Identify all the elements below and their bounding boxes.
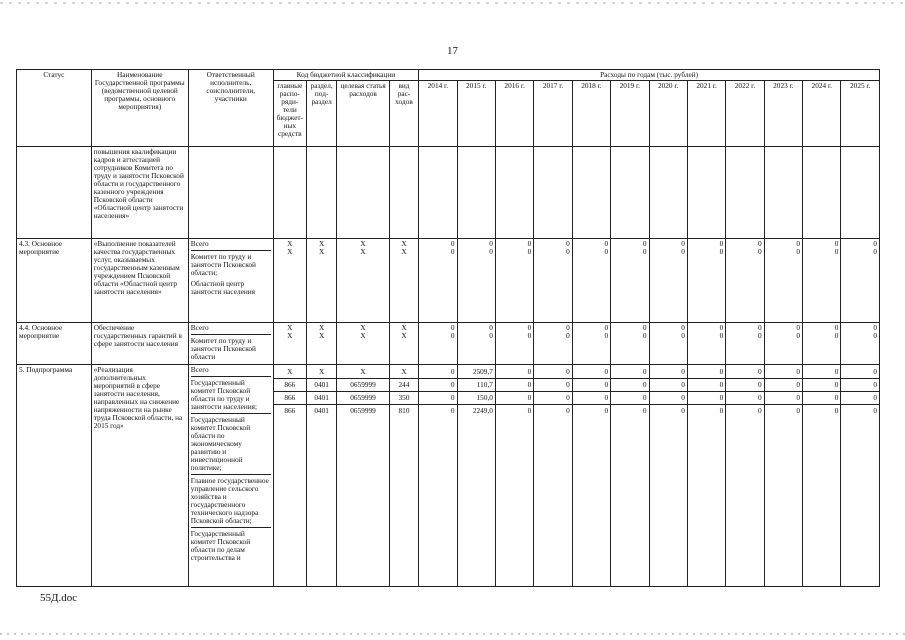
resp-4-3-total: Всего xyxy=(190,239,209,248)
cell-value: 0 xyxy=(527,247,532,256)
table-row-5 xyxy=(17,365,880,587)
cell-value: Х xyxy=(401,239,407,248)
cell-value: 0 xyxy=(573,366,610,379)
cell-value: 0659999 xyxy=(337,392,389,405)
header-csr: целевая статья расходов xyxy=(337,81,390,147)
cell-value: 0 xyxy=(527,331,532,340)
cell-value: 0 xyxy=(489,323,493,332)
cell-value: 0 xyxy=(604,406,609,415)
header-year: 2024 г. xyxy=(803,81,841,147)
cell-value: 0 xyxy=(604,239,609,248)
cell-value: 0 xyxy=(758,331,762,340)
table-cell xyxy=(306,323,336,365)
continuation-name: повышения квалификации кадров и аттестацией сотрудников Комитета по труду и занятости Псковской области и государственного казенного учреждения Псковской области «Областной центр занятости населения» xyxy=(91,147,188,239)
cell-value: 0 xyxy=(873,406,877,415)
cell-value: 0 xyxy=(611,379,648,392)
table-cell xyxy=(188,323,273,365)
table-cell xyxy=(611,147,649,239)
cell-value: 0 xyxy=(496,379,533,392)
table-cell xyxy=(306,147,336,239)
cell-value: Х xyxy=(287,239,293,248)
cell-value: 0 xyxy=(534,392,571,405)
table-cell xyxy=(337,147,390,239)
cell-value: 810 xyxy=(398,406,410,415)
cell-value: 0 xyxy=(611,366,648,379)
cell-value: 0 xyxy=(719,323,724,332)
resp-5-total: Всего xyxy=(190,365,209,374)
table-cell xyxy=(389,239,418,323)
table-cell xyxy=(687,323,725,365)
cell-value: 2249,0 xyxy=(472,406,493,415)
name-5: «Реализация дополнительных мероприятий в сфере занятости населения, направленных на снижение напряженности на рынке труда Псковской области, на 2015 год» xyxy=(91,365,188,587)
table-cell xyxy=(764,239,802,323)
header-year: 2020 г. xyxy=(649,81,687,147)
cell-value: 350 xyxy=(390,392,418,405)
cell-value: Х xyxy=(360,239,366,248)
header-budget-code: Код бюджетной классификации xyxy=(273,70,419,81)
scan-edge-top xyxy=(0,2,905,4)
cell-value: 0 xyxy=(803,366,840,379)
table-cell xyxy=(611,239,649,323)
header-year: 2021 г. xyxy=(687,81,725,147)
header-name: Наименование Государственной программы (ведомственной целевой программы, основного мероприятия) xyxy=(91,70,188,147)
cell-value: 0 xyxy=(726,392,763,405)
cell-value: Х xyxy=(319,247,325,256)
cell-value: 0 xyxy=(419,379,456,392)
table-row-4-4 xyxy=(17,323,880,365)
cell-value: 0 xyxy=(642,247,647,256)
cell-value: 0 xyxy=(834,331,839,340)
cell-value: 0 xyxy=(534,366,571,379)
header-grbs: главные распо- ряди- тели бюджет- ных средств xyxy=(273,81,306,147)
table-cell xyxy=(457,323,495,365)
resp-4-3-committee: Комитет по труду и занятости Псковской области; xyxy=(191,250,271,277)
table-cell xyxy=(803,323,841,365)
cell-value: 0 xyxy=(765,379,802,392)
cell-value: 0 xyxy=(650,392,687,405)
cell-value: Х xyxy=(319,331,325,340)
table-cell xyxy=(572,239,610,323)
table-cell xyxy=(764,147,802,239)
table-cell xyxy=(764,323,802,365)
resp-5-labor-committee: Государственный комитет Псковской области по труду и занятости населения; xyxy=(191,376,271,411)
table-cell xyxy=(687,239,725,323)
table-cell xyxy=(17,147,92,239)
table-cell xyxy=(457,147,495,239)
cell-value: Х xyxy=(287,331,293,340)
cell-value: 0 xyxy=(841,379,879,392)
cell-value: 0 xyxy=(642,331,647,340)
table-cell xyxy=(389,323,418,365)
cell-value: Х xyxy=(401,331,407,340)
table-cell xyxy=(419,239,457,323)
cell-value: 0 xyxy=(642,239,647,248)
cell-value: 0 xyxy=(758,247,762,256)
cell-value: 2509,7 xyxy=(458,366,495,379)
cell-value: Х xyxy=(401,323,407,332)
table-cell xyxy=(495,323,533,365)
cell-value: 0 xyxy=(796,247,801,256)
header-responsible: Ответственный исполнитель, соисполнители, участники xyxy=(188,70,273,147)
name-4-3: «Выполнение показателей качества государственных услуг, оказываемых государственным казенным учреждением Псковской области «Областной центр занятости населения» xyxy=(91,239,188,323)
table-cell xyxy=(188,365,273,587)
cell-value: 0659999 xyxy=(337,379,389,392)
cell-value: 0 xyxy=(726,379,763,392)
resp-5-construction-committee: Государственный комитет Псковской области по делам строительства и xyxy=(191,527,271,562)
table-cell xyxy=(337,239,390,323)
cell-value: 866 xyxy=(274,379,306,392)
resp-4-4-committee: Комитет по труду и занятости Псковской области xyxy=(191,334,271,361)
cell-value: Х xyxy=(287,247,293,256)
cell-value: 0 xyxy=(604,247,609,256)
cell-value: 0 xyxy=(841,366,879,379)
header-year: 2017 г. xyxy=(534,81,572,147)
header-year: 2015 г. xyxy=(457,81,495,147)
table-cell xyxy=(611,365,649,587)
cell-value: 0 xyxy=(796,331,801,340)
table-cell xyxy=(649,365,687,587)
cell-value: 244 xyxy=(390,379,418,392)
table-cell xyxy=(389,365,418,587)
header-vr: вид рас- ходов xyxy=(389,81,418,147)
cell-value: 0 xyxy=(527,239,532,248)
cell-value: 0401 xyxy=(307,392,336,405)
cell-value: 0 xyxy=(803,379,840,392)
table-cell xyxy=(534,365,572,587)
cell-value: 0 xyxy=(688,392,725,405)
table-cell xyxy=(337,323,390,365)
cell-value: Х xyxy=(287,323,293,332)
cell-value: 0 xyxy=(450,323,455,332)
resp-5-economy-committee: Государственный комитет Псковской области по экономическому развитию и инвестиционной политике; xyxy=(191,413,271,472)
table-cell xyxy=(495,365,533,587)
table-cell xyxy=(841,365,880,587)
table-cell xyxy=(726,239,764,323)
table-cell xyxy=(389,147,418,239)
cell-value: Х xyxy=(401,247,407,256)
cell-value: 0 xyxy=(573,379,610,392)
table-cell xyxy=(649,147,687,239)
cell-value: 0 xyxy=(681,406,685,415)
table-cell xyxy=(841,239,880,323)
page-number: 17 xyxy=(447,45,458,57)
col-2015 xyxy=(457,365,495,587)
table-cell xyxy=(803,365,841,587)
table-cell xyxy=(188,239,273,323)
cell-value: 866 xyxy=(274,392,306,405)
table-cell xyxy=(572,147,610,239)
cell-value: 0 xyxy=(496,392,533,405)
cell-value: 0 xyxy=(534,379,571,392)
cell-value: 0659999 xyxy=(350,406,376,415)
table-cell xyxy=(803,239,841,323)
cell-value: Х xyxy=(360,323,366,332)
table-cell xyxy=(273,147,306,239)
cell-value: 0 xyxy=(873,247,877,256)
cell-value: 0 xyxy=(604,323,609,332)
table-cell xyxy=(649,323,687,365)
cell-value: 0 xyxy=(873,239,877,248)
table-cell xyxy=(457,239,495,323)
table-cell xyxy=(273,323,306,365)
table-cell xyxy=(841,147,880,239)
resp-4-4-total: Всего xyxy=(190,323,209,332)
cell-value: 0 xyxy=(719,406,724,415)
status-4-4: 4.4. Основное мероприятие xyxy=(17,323,92,365)
cell-value: 0 xyxy=(496,366,533,379)
cell-value: 0 xyxy=(719,239,724,248)
cell-value: 0 xyxy=(566,323,570,332)
cell-value: Х xyxy=(360,331,366,340)
table-cell xyxy=(687,365,725,587)
cell-value: 0 xyxy=(419,366,456,379)
header-expenses: Расходы по годам (тыс. рублей) xyxy=(419,70,880,81)
header-status: Статус xyxy=(17,70,92,147)
budget-table xyxy=(16,69,880,587)
cell-value: Х xyxy=(307,366,336,379)
table-cell xyxy=(803,147,841,239)
table-cell xyxy=(764,365,802,587)
cell-value: 0 xyxy=(688,366,725,379)
cell-value: 0 xyxy=(450,406,455,415)
cell-value: 0 xyxy=(527,406,532,415)
cell-value: 0 xyxy=(834,406,839,415)
cell-value: 110,7 xyxy=(458,379,495,392)
cell-value: 0 xyxy=(681,239,685,248)
resp-4-3-center: Областной центр занятости населения xyxy=(190,279,255,296)
cell-value: Х xyxy=(360,247,366,256)
cell-value: 0 xyxy=(450,247,455,256)
cell-value: 866 xyxy=(284,406,296,415)
cell-value: 0 xyxy=(650,366,687,379)
cell-value: 0 xyxy=(765,392,802,405)
name-4-4: Обеспечение государственных гарантий в сфере занятости населения xyxy=(91,323,188,365)
table-cell xyxy=(534,147,572,239)
cell-value: 0 xyxy=(841,392,879,405)
cell-value: 0 xyxy=(642,323,647,332)
cell-value: 0 xyxy=(489,247,493,256)
cell-value: 0 xyxy=(489,239,493,248)
cell-value: 0401 xyxy=(307,379,336,392)
cell-value: 0 xyxy=(834,239,839,248)
status-4-3: 4.3. Основное мероприятие xyxy=(17,239,92,323)
table-cell xyxy=(273,239,306,323)
header-year: 2022 г. xyxy=(726,81,764,147)
table-cell xyxy=(649,239,687,323)
cell-value: 0 xyxy=(566,239,570,248)
cell-value: 0 xyxy=(719,331,724,340)
table-cell xyxy=(273,365,306,587)
cell-value: 0 xyxy=(796,323,801,332)
cell-value: 0 xyxy=(834,247,839,256)
resp-5-agriculture-directorate: Главное государственное управление сельского хозяйства и государственного технического надзора Псковской области; xyxy=(190,476,269,525)
cell-value: 0 xyxy=(765,366,802,379)
cell-value: Х xyxy=(390,366,418,379)
cell-value: 0 xyxy=(642,406,647,415)
cell-value: 0 xyxy=(873,323,877,332)
cell-value: 0 xyxy=(803,392,840,405)
cell-value: 0 xyxy=(650,379,687,392)
cell-value: 0 xyxy=(566,331,570,340)
header-rzpr: раздел, под- раздел xyxy=(306,81,336,147)
table-cell xyxy=(572,323,610,365)
cell-value: 0 xyxy=(796,406,801,415)
table-cell xyxy=(572,365,610,587)
cell-value: 0 xyxy=(681,323,685,332)
table-cell xyxy=(419,147,457,239)
cell-value: 0 xyxy=(758,323,762,332)
cell-value: 0 xyxy=(726,366,763,379)
footer-filename: 55Д.doc xyxy=(40,592,78,604)
header-year: 2025 г. xyxy=(841,81,880,147)
cell-value: 0 xyxy=(758,406,762,415)
table-cell xyxy=(726,147,764,239)
cell-value: 0 xyxy=(796,239,801,248)
cell-value: 0 xyxy=(450,239,455,248)
status-5: 5. Подпрограмма xyxy=(17,365,92,587)
table-cell xyxy=(687,147,725,239)
cell-value: 0 xyxy=(758,239,762,248)
cell-value: 0401 xyxy=(314,406,329,415)
table-cell xyxy=(495,239,533,323)
table-row-4-3 xyxy=(17,239,880,323)
cell-value: 0 xyxy=(419,392,456,405)
table-cell xyxy=(726,365,764,587)
cell-value: 0 xyxy=(450,331,455,340)
cell-value: 0 xyxy=(688,379,725,392)
table-cell xyxy=(188,147,273,239)
cell-value: 0 xyxy=(566,406,570,415)
header-row-1 xyxy=(17,70,880,81)
table-cell xyxy=(306,239,336,323)
cell-value: 0 xyxy=(834,323,839,332)
cell-value: 0 xyxy=(566,247,570,256)
table-cell xyxy=(419,323,457,365)
header-year: 2018 г. xyxy=(572,81,610,147)
cell-value: 0 xyxy=(681,331,685,340)
header-year: 2023 г. xyxy=(764,81,802,147)
cell-value: 0 xyxy=(604,331,609,340)
table-cell xyxy=(419,365,457,587)
header-year: 2016 г. xyxy=(495,81,533,147)
table-row-continuation xyxy=(17,147,880,239)
cell-value: 0 xyxy=(527,323,532,332)
header-year: 2019 г. xyxy=(611,81,649,147)
table-cell xyxy=(611,323,649,365)
cell-value: Х xyxy=(274,366,306,379)
header-year: 2014 г. xyxy=(419,81,457,147)
cell-value: 0 xyxy=(489,331,493,340)
cell-value: 0 xyxy=(611,392,648,405)
cell-value: Х xyxy=(319,323,325,332)
table-cell xyxy=(534,239,572,323)
table-cell xyxy=(495,147,533,239)
cell-value: 0 xyxy=(873,331,877,340)
table-cell xyxy=(534,323,572,365)
table-cell xyxy=(306,365,336,587)
table-cell xyxy=(841,323,880,365)
scan-edge-bottom xyxy=(0,633,905,635)
cell-value: 0 xyxy=(719,247,724,256)
table-cell xyxy=(726,323,764,365)
cell-value: 150,0 xyxy=(458,392,495,405)
cell-value: 0 xyxy=(573,392,610,405)
cell-value: Х xyxy=(319,239,325,248)
table-cell xyxy=(337,365,390,587)
cell-value: Х xyxy=(337,366,389,379)
cell-value: 0 xyxy=(681,247,685,256)
